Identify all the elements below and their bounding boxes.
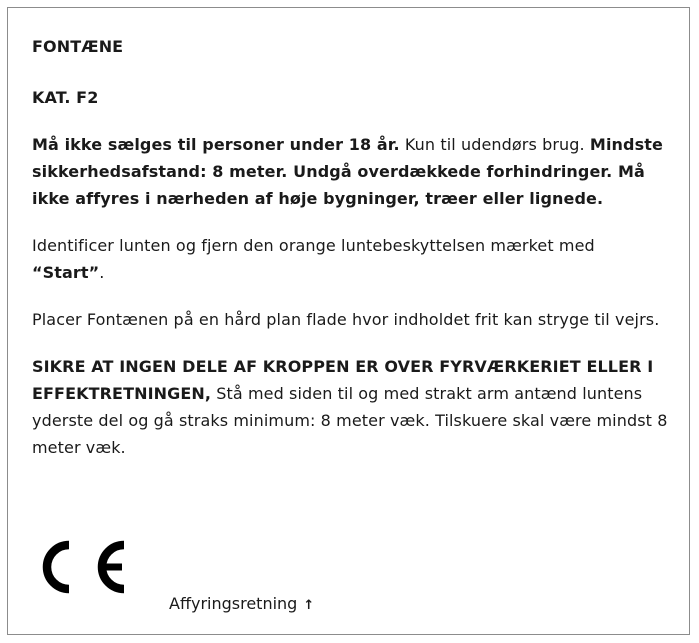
safety-instruction: Stå med siden til og med strakt arm antænd luntens yderste del og gå straks minimum: 8 meter væk. Tilskuere skal være mindst 8 meter væk. [32,384,668,457]
start-marker: “Start” [32,263,100,282]
ce-mark-icon [40,538,130,596]
arrow-up-icon: ↑ [303,598,315,613]
warning-distance: Mindste sikkerhedsafstand: 8 meter. Undgå overdækkede forhindringer. Må ikke affyres i nærheden af høje bygninger, træer eller lignede. [32,135,663,208]
firing-direction [169,593,314,617]
product-title: FONTÆNE [32,37,124,56]
fuse-instruction [32,232,672,286]
placement-instruction: Placer Fontænen på en hård plan flade hvor indholdet frit kan stryge til vejrs. [32,310,660,329]
firing-direction-label: Affyringsretning [169,594,298,613]
warning-age: Må ikke sælges til personer under 18 år. [32,135,400,154]
label-content [32,33,672,461]
safety-warning: SIKRE AT INGEN DELE AF KROPPEN ER OVER FYRVÆRKERIET ELLER I EFFEKTRETNINGEN, [32,357,654,403]
category: KAT. F2 [32,88,99,107]
fuse-instruction-text: Identificer lunten og fjern den orange luntebeskyttelsen mærket med [32,236,595,255]
safety-paragraph [32,353,672,461]
warning-paragraph [32,131,672,212]
fuse-instruction-end: . [99,263,105,282]
warning-outdoor: Kun til udendørs brug. [399,135,590,154]
